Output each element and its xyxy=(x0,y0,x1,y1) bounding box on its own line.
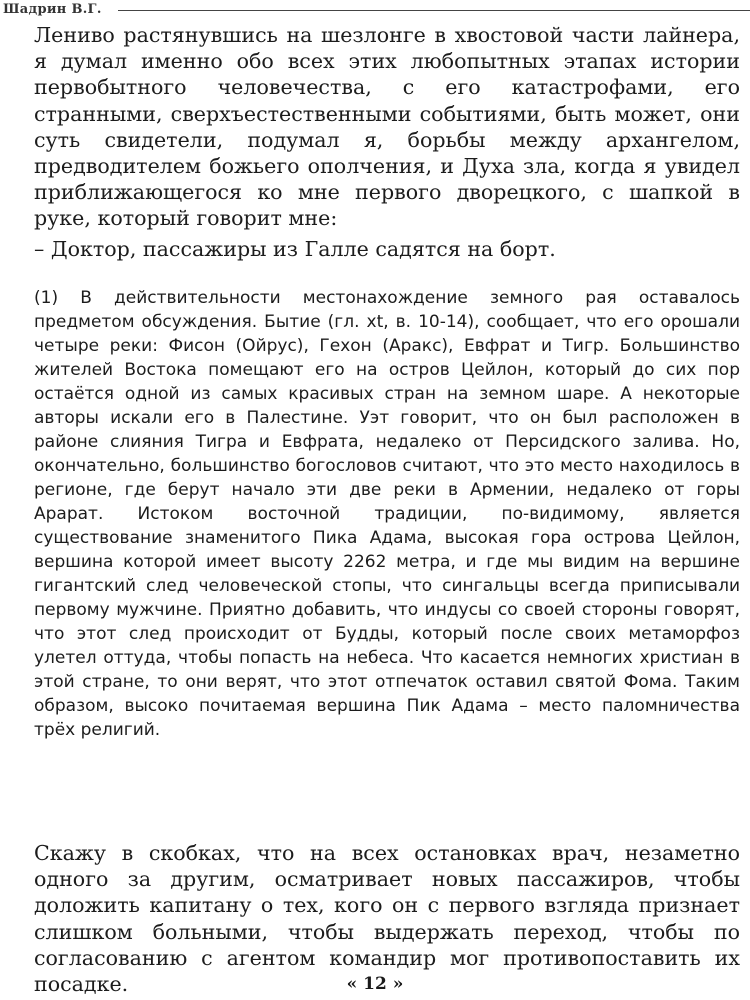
page-number: « 12 » xyxy=(346,974,404,994)
header-rule xyxy=(118,10,750,11)
body-paragraph-3: Скажу в скобках, что на всех остановках врач, незаметно одного за другим, осматривает новых пассажиров, чтобы доложить капитану о тех, кого он с первого взгляда признает слишком больными, чтобы выдержать переход, чтобы по согласованию с агентом командир мог противопоставить их посадке. xyxy=(34,841,740,997)
body-paragraph-2: – Доктор, пассажиры из Галле садятся на борт. xyxy=(34,237,556,261)
footnote: (1) В действительности местонахождение земного рая оставалось предметом обсуждения. Бытие (гл. xt, в. 10-14), сообщает, что его орошали четыре реки: Фисон (Ойрус), Гехон (Аракс), Евфрат и Тигр. Большинство жителей Востока помещают его на остров Цейлон, который до сих пор остаётся одной из самых красивых стран на земном шаре. А некоторые авторы искали его в Палестине. Уэт говорит, что он был расположен в районе слияния Тигра и Евфрата, недалеко от Персидского залива. Но, окончательно, большинство богословов считают, что это место находилось в регионе, где берут начало эти две реки в Армении, недалеко от горы Арарат. Истоком восточной традиции, по-видимому, является существование знаменитого Пика Адама, высокая гора острова Цейлон, вершина которой имеет высоту 2262 метра, и где мы видим на вершине гигантский след человеческой стопы, что сингальцы всегда приписывали первому мужчине. Приятно добавить, что индусы со своей стороны говорят, что этот след происходит от Будды, который после своих метаморфоз улетел оттуда, чтобы попасть на небеса. Что касается немногих христиан в этой стране, то они верят, что этот отпечаток оставил святой Фома. Таким образом, высоко почитаемая вершина Пик Адама – место паломничества трёх религий. xyxy=(34,288,740,740)
body-paragraph-1: Лениво растянувшись на шезлонге в хвостовой части лайнера, я думал именно обо всех этих любопытных этапах истории первобытного человечества, с его катастрофами, его странными, сверхъестественными событиями, быть может, они суть свидетели, подумал я, борьбы между архангелом, предводителем божьего ополчения, и Духа зла, когда я увидел приближающегося ко мне первого дворецкого, с шапкой в руке, который говорит мне: xyxy=(34,23,740,231)
running-header: Шадрин В.Г. xyxy=(3,2,102,17)
